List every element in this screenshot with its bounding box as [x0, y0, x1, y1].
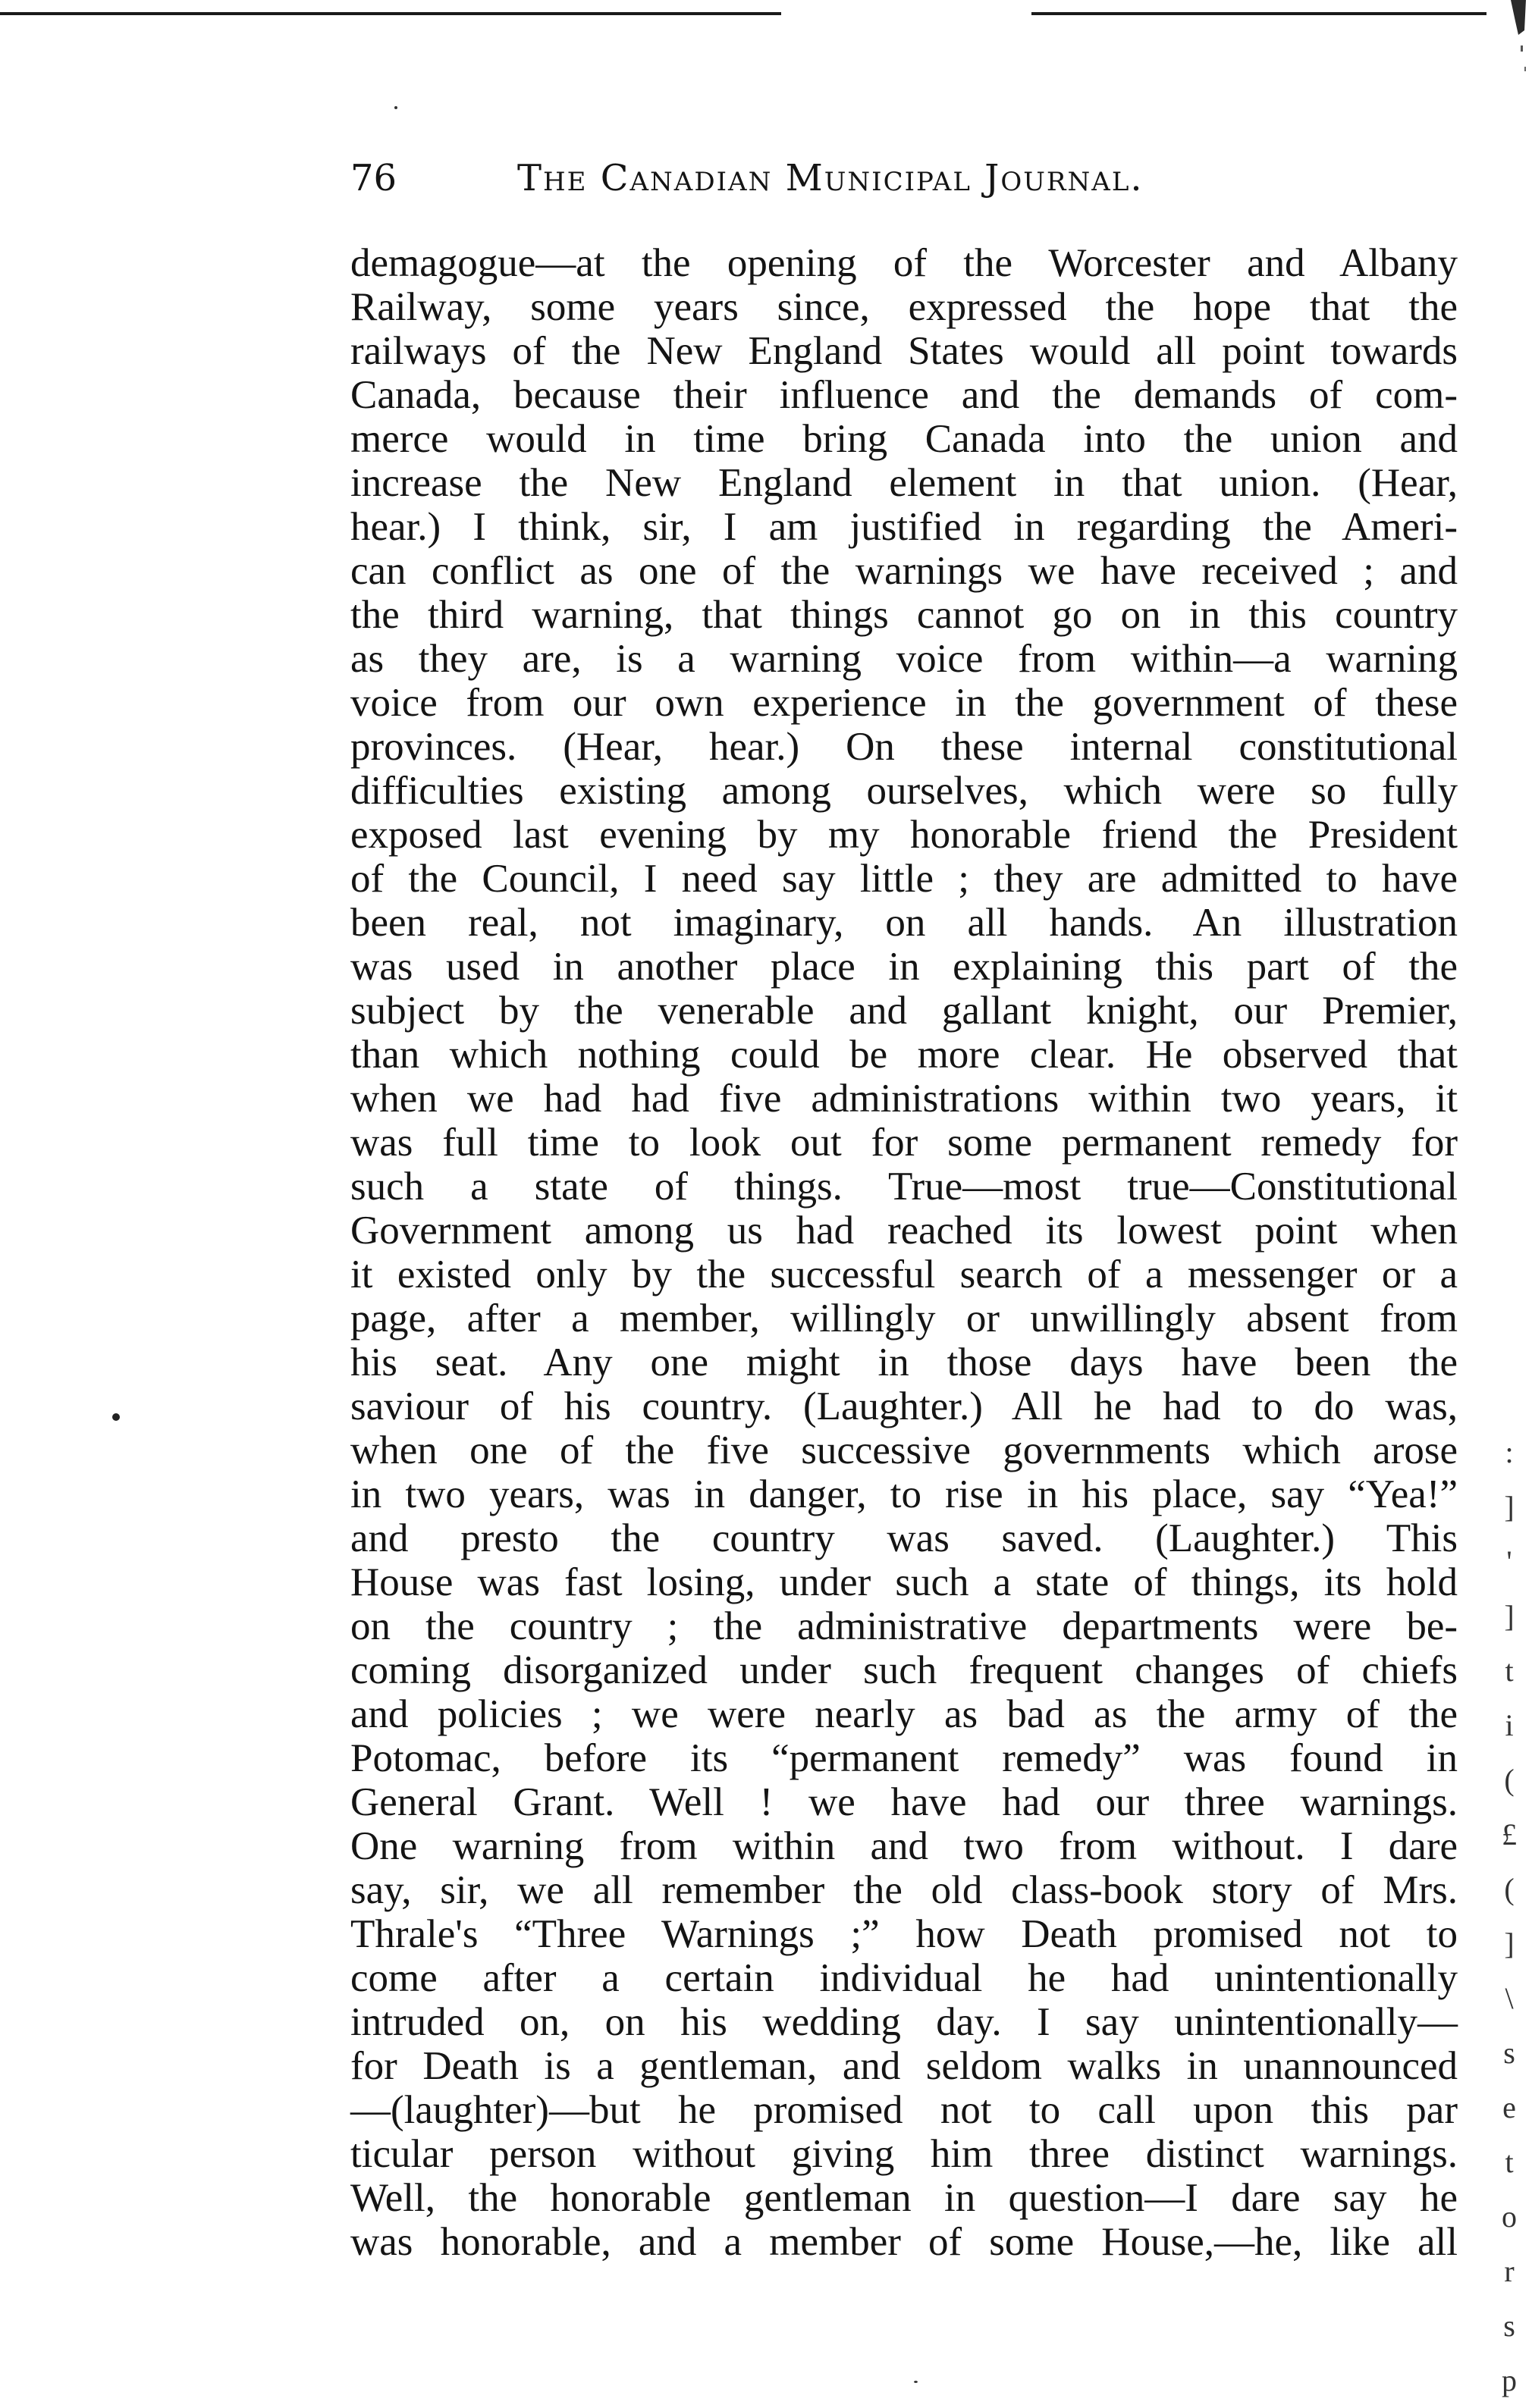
- text-line: such a state of things. True—most true—Constitutional: [350, 1165, 1458, 1209]
- text-line: for Death is a gentleman, and seldom walks in unannounced: [350, 2044, 1458, 2088]
- text-line: was used in another place in explaining this part of the: [350, 945, 1458, 989]
- margin-fragment: :: [1505, 1435, 1514, 1469]
- text-line: of the Council, I need say little ; they are admitted to have: [350, 857, 1458, 901]
- text-line: provinces. (Hear, hear.) On these internal constitutional: [350, 725, 1458, 769]
- text-line: voice from our own experience in the government of these: [350, 681, 1458, 725]
- article-body: [350, 241, 1458, 2264]
- text-line: demagogue—at the opening of the Worcester and Albany: [350, 241, 1458, 285]
- text-line: was full time to look out for some permanent remedy for: [350, 1121, 1458, 1165]
- margin-fragment: t: [1505, 2145, 1514, 2179]
- text-line: Thrale's “Three Warnings ;” how Death promised not to: [350, 1912, 1458, 1956]
- text-line: was honorable, and a member of some House,—he, like all: [350, 2220, 1458, 2264]
- text-line: saviour of his country. (Laughter.) All he had to do was,: [350, 1384, 1458, 1428]
- text-line: intruded on, on his wedding day. I say unintentionally—: [350, 2000, 1458, 2044]
- margin-fragment: ]: [1504, 1490, 1515, 1524]
- scan-speck: [394, 106, 397, 109]
- text-line: it existed only by the successful search of a messenger or a: [350, 1253, 1458, 1296]
- text-line: and presto the country was saved. (Laughter.) This: [350, 1516, 1458, 1560]
- margin-fragment: £: [1502, 1817, 1517, 1851]
- text-line: —(laughter)—but he promised not to call upon this par: [350, 2088, 1458, 2132]
- text-line: subject by the venerable and gallant knight, our Premier,: [350, 989, 1458, 1033]
- text-line: General Grant. Well ! we have had our three warnings.: [350, 1780, 1458, 1824]
- text-line: Railway, some years since, expressed the hope that the: [350, 285, 1458, 329]
- text-line: difficulties existing among ourselves, which were so fully: [350, 769, 1458, 813]
- margin-fragment: o: [1502, 2199, 1517, 2234]
- text-line: Potomac, before its “permanent remedy” was found in: [350, 1736, 1458, 1780]
- text-line: increase the New England element in that union. (Hear,: [350, 461, 1458, 505]
- text-line: come after a certain individual he had unintentionally: [350, 1956, 1458, 2000]
- text-line: merce would in time bring Canada into the union and: [350, 417, 1458, 461]
- page-header: [350, 155, 1291, 209]
- margin-fragment: \: [1505, 1981, 1514, 2015]
- scan-speck: [914, 2381, 918, 2383]
- margin-fragment: ]: [1504, 1927, 1515, 1961]
- text-line: One warning from within and two from without. I dare: [350, 1824, 1458, 1868]
- text-line: Government among us had reached its lowest point when: [350, 1209, 1458, 1253]
- text-line: page, after a member, willingly or unwillingly absent from: [350, 1296, 1458, 1340]
- text-line: his seat. Any one might in those days have been the: [350, 1340, 1458, 1384]
- margin-fragment: r: [1504, 2254, 1515, 2288]
- text-line: when we had had five administrations within two years, it: [350, 1077, 1458, 1121]
- scan-edge-mark: [1479, 0, 1532, 91]
- running-head: The Canadian Municipal Journal.: [517, 157, 1144, 199]
- top-rule-right: [1031, 12, 1486, 15]
- text-line: ticular person without giving him three distinct warnings.: [350, 2132, 1458, 2176]
- margin-dot: [112, 1413, 120, 1421]
- text-line: on the country ; the administrative departments were be-: [350, 1604, 1458, 1648]
- margin-fragment: i: [1505, 1708, 1514, 1742]
- text-line: hear.) I think, sir, I am justified in regarding the Ameri-: [350, 505, 1458, 549]
- top-rule-left: [0, 12, 781, 15]
- margin-fragment: t: [1505, 1654, 1514, 1688]
- text-line: say, sir, we all remember the old class-book story of Mrs.: [350, 1868, 1458, 1912]
- margin-fragment: p: [1502, 2363, 1517, 2397]
- text-line: when one of the five successive governments which arose: [350, 1428, 1458, 1472]
- text-line: as they are, is a warning voice from within—a warning: [350, 637, 1458, 681]
- text-line: Canada, because their influence and the demands of com-: [350, 373, 1458, 417]
- text-line: than which nothing could be more clear. He observed that: [350, 1033, 1458, 1077]
- page-number: 76: [350, 157, 397, 199]
- margin-fragment: s: [1503, 2036, 1515, 2070]
- margin-fragment: ': [1506, 1544, 1512, 1579]
- margin-fragment: e: [1502, 2090, 1516, 2124]
- margin-fragment: (: [1504, 1872, 1515, 1906]
- text-line: can conflict as one of the warnings we have received ; and: [350, 549, 1458, 593]
- text-line: railways of the New England States would all point towards: [350, 329, 1458, 373]
- margin-fragment: s: [1503, 2309, 1515, 2343]
- bleed-through-margin: [1490, 1425, 1528, 2397]
- margin-fragment: ]: [1504, 1599, 1515, 1633]
- text-line: House was fast losing, under such a state of things, its hold: [350, 1560, 1458, 1604]
- text-line: been real, not imaginary, on all hands. An illustration: [350, 901, 1458, 945]
- text-line: in two years, was in danger, to rise in his place, say “Yea!”: [350, 1472, 1458, 1516]
- text-line: exposed last evening by my honorable friend the President: [350, 813, 1458, 857]
- text-line: the third warning, that things cannot go on in this country: [350, 593, 1458, 637]
- text-line: Well, the honorable gentleman in question—I dare say he: [350, 2176, 1458, 2220]
- text-line: and policies ; we were nearly as bad as the army of the: [350, 1692, 1458, 1736]
- margin-fragment: (: [1504, 1763, 1515, 1797]
- text-line: coming disorganized under such frequent changes of chiefs: [350, 1648, 1458, 1692]
